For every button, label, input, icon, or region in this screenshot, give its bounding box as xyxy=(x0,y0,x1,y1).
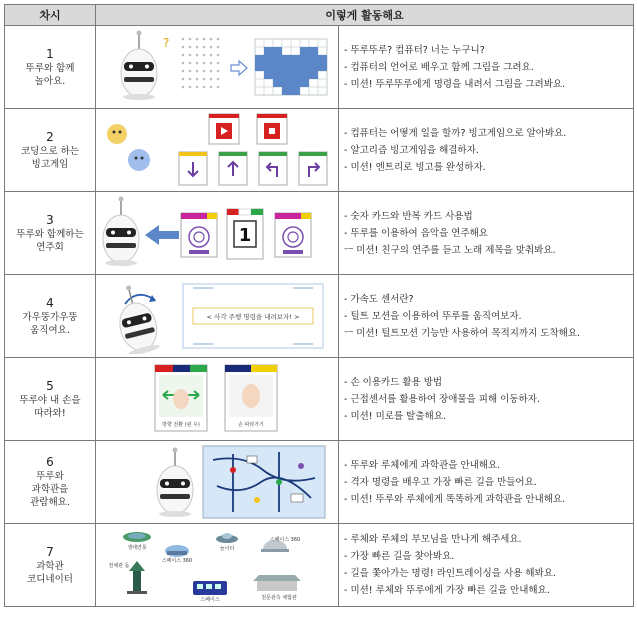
place-label: 천체관 돔 xyxy=(108,563,129,569)
activities-cell xyxy=(339,192,634,275)
activities-cell xyxy=(339,358,634,441)
table-row xyxy=(5,275,634,358)
table-row xyxy=(5,109,634,192)
activities-cell xyxy=(339,109,634,192)
activity-item: - 길을 쫓아가는 명령! 라인트레이싱을 사용 해봐요. xyxy=(344,568,556,579)
activity-item: - 뚜루와 루체에게 과학관을 안내해요. xyxy=(344,459,501,471)
place-label: 스페이스 xyxy=(199,597,220,603)
header-activities: 이렇게 활동해요 xyxy=(96,5,634,26)
activity-item: - 컴퓨터는 어떻게 일을 할까? 빙고게임으로 알아봐요. xyxy=(344,127,567,139)
cartoon-character-icon xyxy=(107,124,150,171)
activity-item: - 미션! 엔트리로 빙고를 완성하자. xyxy=(344,161,486,173)
number-card-label: 1 xyxy=(238,225,251,246)
arrow-right-icon xyxy=(231,61,247,75)
place-label: 생태연못 xyxy=(126,545,147,551)
session-title: 과학관 코디네이터 xyxy=(27,560,73,585)
place-label: 천문관측 체험관 xyxy=(260,595,297,601)
hand-direction-label: 방향 전환 (왼 우) xyxy=(161,422,200,428)
museum-map-icon xyxy=(203,446,325,518)
session-title: 뚜루와 과학관을 관람해요. xyxy=(30,471,70,508)
activity-item: - 알고리즘 빙고게임을 해결하자. xyxy=(344,144,479,156)
table-row xyxy=(5,441,634,524)
number-card-icon xyxy=(227,209,263,259)
dome-icon xyxy=(165,545,189,557)
row1-illustration xyxy=(97,29,338,105)
session-image xyxy=(96,109,339,192)
hand-stop-label: 손 따라가기 xyxy=(237,422,264,428)
header-session: 차시 xyxy=(5,5,96,26)
activity-item: - 뚜루뚜루? 컴퓨터? 너는 누구니? xyxy=(344,44,485,56)
tower-icon xyxy=(127,561,147,594)
session-cell xyxy=(5,26,96,109)
session-image xyxy=(96,192,339,275)
hand-stop-card-icon xyxy=(225,365,277,431)
activity-item: - 미션! 뚜루뚜루에게 명령을 내려서 그림을 그려봐요. xyxy=(344,78,566,90)
session-image xyxy=(96,275,339,358)
robot-icon xyxy=(103,197,139,267)
activity-item: - 근접센서를 활용하여 장애물을 피해 이동하자. xyxy=(344,393,540,405)
square-route-icon xyxy=(183,284,323,348)
session-number: 1 xyxy=(46,46,54,61)
activity-item: ㅡ 미션! 친구의 연주를 듣고 노래 제목을 맞춰봐요. xyxy=(344,244,556,256)
row6-illustration xyxy=(97,444,338,520)
activity-item: - 가속도 센서란? xyxy=(344,293,414,305)
session-title: 뚜루야 내 손을 따라와! xyxy=(19,394,81,419)
stop-card-icon xyxy=(257,114,287,144)
robot-icon xyxy=(157,448,193,518)
robot-icon xyxy=(121,31,157,101)
row3-illustration xyxy=(97,195,338,271)
session-image xyxy=(96,524,339,607)
session-cell xyxy=(5,441,96,524)
arrow-up-card-icon xyxy=(219,152,247,185)
activity-item: - 컴퓨터의 언어로 배우고 함께 그림을 그려요. xyxy=(344,61,534,73)
session-cell xyxy=(5,109,96,192)
session-cell xyxy=(5,358,96,441)
music-card-icon xyxy=(275,213,311,257)
session-title: 가우뚱가우뚱 움직여요. xyxy=(22,311,78,336)
table-row xyxy=(5,192,634,275)
table-row xyxy=(5,524,634,607)
row5-illustration xyxy=(97,361,338,437)
pavilion-icon xyxy=(253,575,301,591)
table-row xyxy=(5,26,634,109)
activity-item: - 미션! 뚜루와 루체에게 똑똑하게 과학관을 안내해요. xyxy=(344,493,566,505)
session-title: 뚜루와 함께 놀아요. xyxy=(25,62,75,87)
session-title: 코딩으로 하는 빙고게임 xyxy=(20,145,80,170)
session-number: 7 xyxy=(46,544,54,559)
session-number: 2 xyxy=(46,129,54,144)
activities-cell xyxy=(339,524,634,607)
activity-item: - 미션! 루체와 뚜루에게 가장 빠른 길을 안내해요. xyxy=(344,585,550,596)
session-number: 3 xyxy=(46,212,54,227)
music-card-icon xyxy=(181,213,217,257)
activity-item: - 틸트 모션을 이용하여 뚜루를 움직여보자. xyxy=(344,310,522,322)
table-header-row xyxy=(5,5,634,26)
bus-icon xyxy=(193,581,227,595)
session-cell xyxy=(5,275,96,358)
question-mark-icon: ? xyxy=(162,36,169,50)
place-label: 스페이스 360 xyxy=(161,558,192,564)
session-number: 6 xyxy=(46,455,54,469)
activity-item: - 미션! 미로를 탈출해요. xyxy=(344,410,446,422)
activity-item: - 손 이용카드 활용 방법 xyxy=(344,376,443,388)
place-label: 놀이터 xyxy=(219,546,234,552)
row4-illustration xyxy=(97,278,338,354)
activities-cell xyxy=(339,441,634,524)
binary-grid-icon xyxy=(181,38,219,89)
row7-illustration xyxy=(97,527,338,603)
row2-illustration xyxy=(97,112,338,188)
building-icon xyxy=(123,532,151,542)
session-title: 뚜루와 함께하는 연주회 xyxy=(16,228,84,253)
place-label: 스페이스 360 xyxy=(269,537,300,543)
activity-item: ㅡ 미션! 틸트모션 기능만 사용하여 목적지까지 도착해요. xyxy=(344,327,581,339)
tilting-robot-icon xyxy=(110,281,162,354)
activity-item: - 뚜루를 이용하여 음악을 연주해요 xyxy=(344,227,488,239)
arrow-left-icon xyxy=(145,225,179,245)
activity-item: - 숫자 카드와 반복 카드 사용법 xyxy=(344,210,473,222)
activities-cell xyxy=(339,26,634,109)
activity-item: - 격자 명령을 배우고 가장 빠른 길을 만들어요. xyxy=(344,476,537,488)
turn-left-card-icon xyxy=(259,152,287,185)
session-number: 4 xyxy=(46,295,54,310)
activity-item: - 가장 빠른 길을 찾아봐요. xyxy=(344,551,455,562)
session-image xyxy=(96,26,339,109)
play-card-icon xyxy=(209,114,239,144)
table-row xyxy=(5,358,634,441)
session-image xyxy=(96,358,339,441)
session-cell xyxy=(5,192,96,275)
heart-pixel-icon xyxy=(255,39,327,95)
arrow-down-card-icon xyxy=(179,152,207,185)
session-image xyxy=(96,441,339,524)
activity-item: - 루체와 루체의 부모님을 만나게 해주세요. xyxy=(344,534,522,545)
session-cell xyxy=(5,524,96,607)
ufo-icon xyxy=(216,533,238,543)
turn-right-card-icon xyxy=(299,152,327,185)
activities-cell xyxy=(339,275,634,358)
curriculum-table xyxy=(4,4,634,607)
session-number: 5 xyxy=(46,378,54,393)
hand-direction-card-icon xyxy=(155,365,207,431)
route-command-label: < 사각 주행 명령을 내려보자! > xyxy=(206,313,299,321)
